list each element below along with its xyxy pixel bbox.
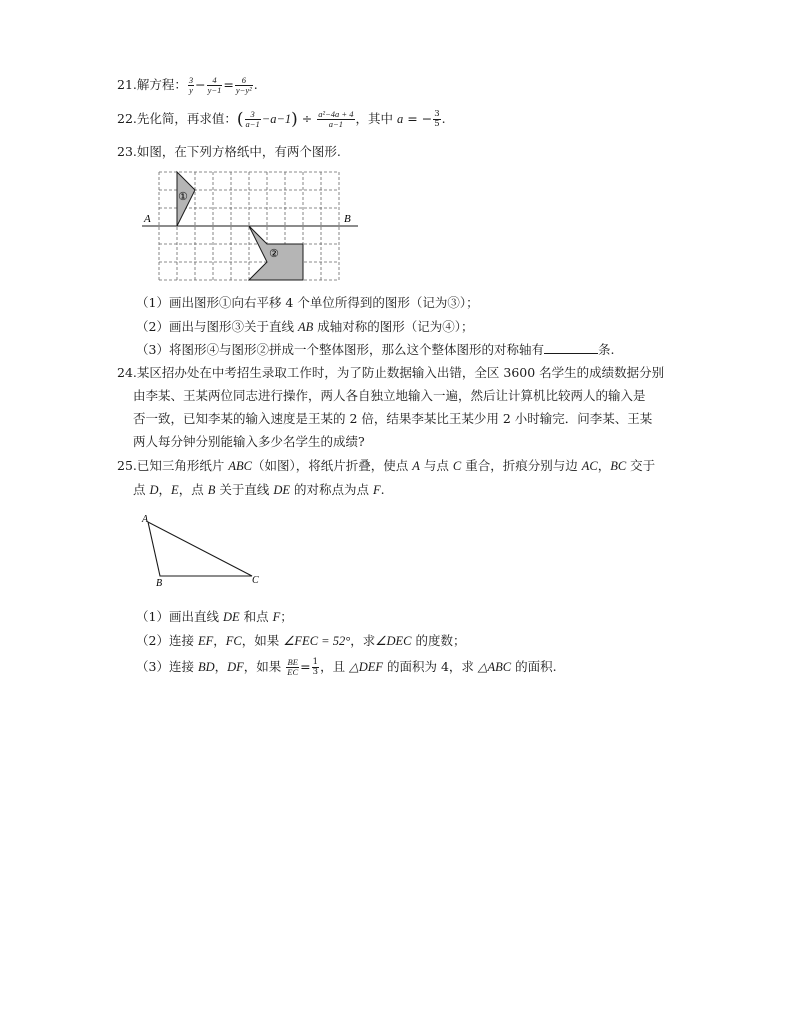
question-24-line-1: 24.某区招办处在中考招生录取工作时，为了防止数据输入出错，全区 3600 名学生的成绩数据分别 <box>117 365 665 380</box>
question-25-line-2: 点 D，E，点 B 关于直线 DE 的对称点为点 F. <box>133 482 385 497</box>
label-b: B <box>344 213 351 225</box>
q23-grid-figure <box>140 168 362 284</box>
q21-fraction-2: $\frac{4}{y-1}$ <box>207 75 222 95</box>
q24-number: 24. <box>117 365 137 380</box>
triangle-abc <box>148 522 252 576</box>
label-a: A <box>142 514 149 525</box>
q25-sub-3: （3）连接 BD，DF，如果 $\frac{BE}{EC}$ = $\frac{1}{3}$ ，且 △DEF 的面积为 4，求 △ABC 的面积. <box>136 657 557 677</box>
q25-number: 25. <box>117 458 137 473</box>
q23-sub-1: （1）画出图形①向右平移 4 个单位所得到的图形（记为③）； <box>136 295 479 310</box>
q25-fraction-one-third: $\frac{1}{3}$ <box>312 657 319 677</box>
q22-fraction-2: $\frac{\text{a²−4a + 4}}{a-1}$ <box>318 109 354 129</box>
question-25-line-1: 25.已知三角形纸片 ABC（如图），将纸片折叠，使点 A 与点 C 重合，折痕分别与边 AC，BC 交于 <box>117 458 656 473</box>
q23-sub-3: （3）将图形④与图形②拼成一个整体图形，那么这个整体图形的对称轴有 条. <box>136 342 615 357</box>
q25-sub-2: （2）连接 EF，FC，如果 ∠FEC = 52°，求∠DEC 的度数； <box>136 633 466 648</box>
q21-number: 21. <box>117 77 137 92</box>
q21-fraction-1: $\frac{3}{y}$ <box>188 75 194 95</box>
q22-fraction-1: $\frac{3}{a-1}$ <box>245 109 260 129</box>
shape-2-label: ② <box>269 247 279 260</box>
answer-blank[interactable] <box>544 341 598 354</box>
question-21: 21.解方程： $\frac{3}{y}$ − $\frac{4}{y-1}$ = $\frac{6}{\text{y−y²}}$ . <box>117 75 258 95</box>
question-24-line-4: 两人每分钟分别能输入多少名学生的成绩? <box>133 434 365 449</box>
label-c: C <box>252 575 259 586</box>
question-23 <box>117 143 341 161</box>
question-24-line-2: 由李某、王某两位同志进行操作，两人各自独立地输入一遍，然后让计算机比较两人的输入是 <box>133 388 646 403</box>
q25-sub-1: （1）画出直线 DE 和点 F； <box>136 609 293 624</box>
q23-text: 如图，在下列方格纸中，有两个图形. <box>136 144 341 159</box>
q21-fraction-3: $\frac{6}{\text{y−y²}}$ <box>235 75 252 95</box>
label-a: A <box>144 213 151 225</box>
q22-fraction-3: $\frac{3}{5}$ <box>434 109 440 129</box>
q23-sub-2: （2）画出与图形③关于直线 AB 成轴对称的图形（记为④）； <box>136 319 474 334</box>
q23-number: 23. <box>117 144 137 159</box>
shape-1-label: ① <box>178 190 188 203</box>
label-b: B <box>156 578 163 589</box>
q22-text: 先化简，再求值： <box>136 111 237 126</box>
q21-text: 解方程： <box>136 77 187 92</box>
q25-fraction-be-ec: $\frac{BE}{EC}$ <box>287 657 299 677</box>
question-24-line-3: 否一致，已知李某的输入速度是王某的 2 倍，结果李某比王某少用 2 小时输完．问李某、王某 <box>133 411 653 426</box>
q25-triangle-figure <box>140 512 270 588</box>
q22-number: 22. <box>117 111 137 126</box>
question-22: 22.先化简，再求值：( $\frac{3}{a-1}$ −a−1) ÷ $\frac{\text{a²−4a + 4}}{a-1}$ ，其中 a = − $\frac{3}{5}$ . <box>117 109 446 130</box>
